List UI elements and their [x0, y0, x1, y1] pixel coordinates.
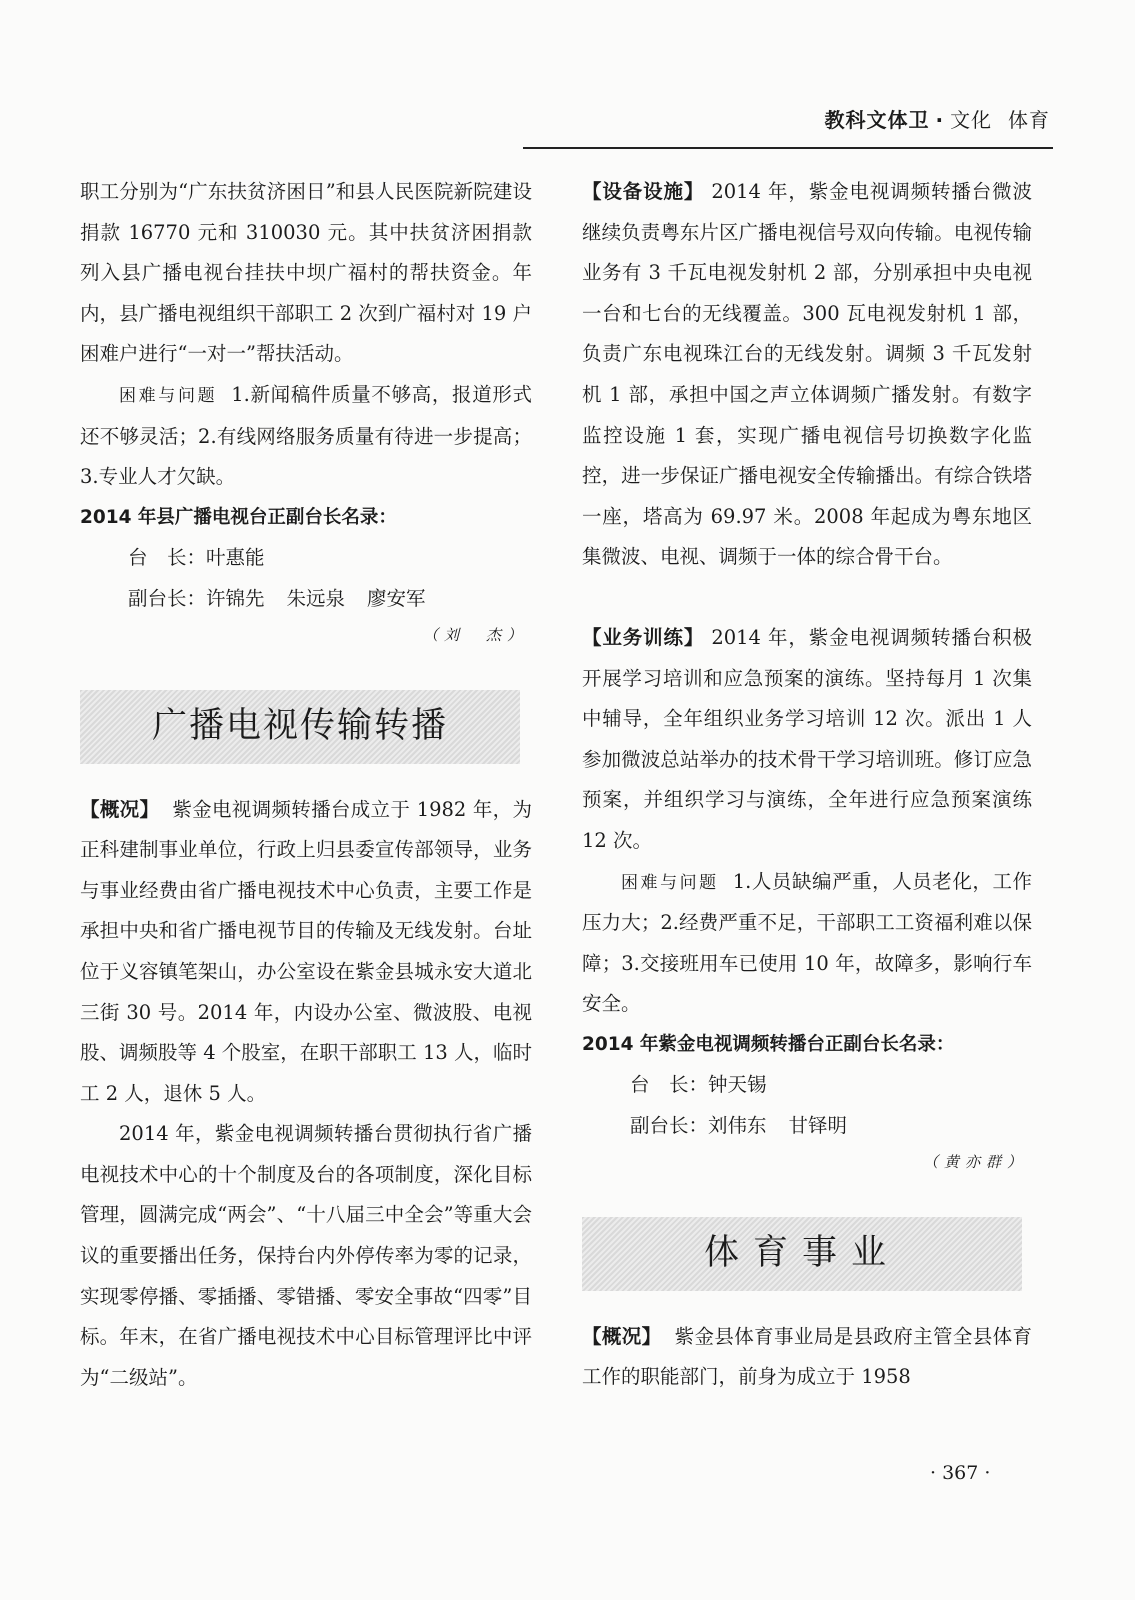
header-sub1: 文化: [950, 108, 993, 132]
facilities-text: 2014 年，紫金电视调频转播台微波继续负责粤东片区广播电视信号双向传输。电视传输业务有 3 千瓦电视发射机 2 部，分别承担中央电视一台和七台的无线覆盖。300 瓦电视发射机 1 部，负责广东电视珠江台的无线发射。调频 3 千瓦发射机 1 部，承担中国之声立体调频广播发射。有数字监控设施 1 套，实现广播电视信号切换数字化监控，进一步保证广播电视安全传输播出。有综合铁塔一座，塔高为 69.97 米。2008 年起成为粤东地区集微波、电视、调频于一体的综合骨干台。: [582, 180, 1032, 569]
difficulty-label: 困难与问题: [119, 385, 218, 406]
intro-paragraph: 职工分别为“广东扶贫济困日”和县人民医院新院建设捐款 16770 元和 310030 元。其中扶贫济困捐款列入县广播电视台挂扶中坝广福村的帮扶资金。年内，县广播电视组织干部职工 2 次到广福村对 19 户困难户进行“一对一”帮扶活动。: [80, 180, 533, 366]
overview-paragraph: [582, 1317, 1032, 1398]
difficulty-paragraph: [582, 862, 1032, 1025]
deputy-name: 廖安军: [367, 586, 426, 610]
roster-title: 2014 年县广播电视台正副台长名录：: [80, 506, 397, 528]
author-credit: （黄亦群）: [922, 1152, 1028, 1171]
facilities-paragraph: [582, 172, 1032, 578]
director-name: 钟天锡: [708, 1073, 767, 1097]
difficulty-label: 困难与问题: [621, 872, 719, 893]
header-section: 教科文体卫: [824, 108, 930, 132]
deputy-label: 副台长：: [630, 1114, 709, 1138]
training-paragraph: [582, 618, 1032, 862]
spacer: [582, 578, 1032, 618]
management-paragraph: 2014 年，紫金电视调频转播台贯彻执行省广播电视技术中心的十个制度及台的各项制度，深化目标管理，圆满完成“两会”、“十八届三中全会”等重大会议的重要播出任务，保持台内外停传率为零的记录，实现零停播、零插播、零错播、零安全事故“四零”目标。年末，在省广播电视技术中心目标管理评比中评为“二级站”。: [80, 1122, 532, 1389]
overview-text: 紫金电视调频转播台成立于 1982 年，为正科建制事业单位，行政上归县委宣传部领导，业务与事业经费由省广播电视技术中心负责，主要工作是承担中央和省广播电视节目的传输及无线发射。台址位于义容镇笔架山，办公室设在紫金县城永安大道北三街 30 号。2014 年，内设办公室、微波股、电视股、调频股等 4 个股室，在职干部职工 13 人，临时工 2 人，退休 5 人。: [80, 797, 533, 1105]
training-tag: 【业务训练】: [582, 625, 705, 649]
page-number: · 367 ·: [930, 1462, 991, 1484]
overview-tag: 【概况】: [80, 797, 160, 821]
facilities-tag: 【设备设施】: [582, 180, 705, 203]
header-dot: ·: [935, 108, 945, 132]
deputy-label: 副台长：: [128, 586, 207, 610]
deputy-name: 朱远泉: [286, 586, 346, 610]
roster-director: [80, 538, 532, 579]
difficulty-text: 1.人员缺编严重，人员老化，工作压力大；2.经费严重不足，干部职工工资福利难以保障；3.交接班用车已使用 10 年，故障多，影响行车安全。: [582, 869, 1032, 1016]
deputy-name: 许锦先: [206, 586, 265, 610]
director-name: 叶惠能: [206, 546, 265, 570]
overview-paragraph: [80, 790, 532, 1115]
director-label: 台 长：: [630, 1073, 709, 1097]
overview-tag: 【概况】: [582, 1324, 662, 1348]
running-header: [590, 104, 1080, 133]
header-sub2: 体育: [1008, 108, 1050, 132]
training-text: 2014 年，紫金电视调频转播台积极开展学习培训和应急预案的演练。坚持每月 1 次集中辅导，全年组织业务学习培训 12 次。派出 1 人参加微波总站举办的技术骨干学习培训班。修订应急预案，并组织学习与演练，全年进行应急预案演练 12 次。: [582, 625, 1032, 852]
difficulty-paragraph: [80, 375, 532, 498]
roster-director: [582, 1065, 1032, 1106]
roster-title: 2014 年紫金电视调频转播台正副台长名录：: [582, 1033, 955, 1055]
deputy-name: 甘铎明: [788, 1114, 848, 1138]
difficulty-text: 1.新闻稿件质量不够高，报道形式还不够灵活；2.有线网络服务质量有待进一步提高；3.专业人才欠缺。: [80, 382, 533, 489]
deputy-name: 刘伟东: [708, 1114, 767, 1138]
right-column: [582, 172, 1032, 1398]
director-label: 台 长：: [128, 546, 207, 570]
author-credit: （刘 杰）: [422, 625, 528, 644]
roster-deputies: [582, 1106, 1032, 1147]
overview-text: 紫金县体育事业局是县政府主管全县体育工作的职能部门，前身为成立于 1958: [582, 1324, 1032, 1389]
section-banner: 体育事业: [582, 1217, 1022, 1291]
section-banner: 广播电视传输转播: [80, 690, 520, 764]
roster-deputies: [80, 579, 532, 620]
header-rule: [523, 147, 1053, 149]
left-column: [80, 172, 532, 1398]
